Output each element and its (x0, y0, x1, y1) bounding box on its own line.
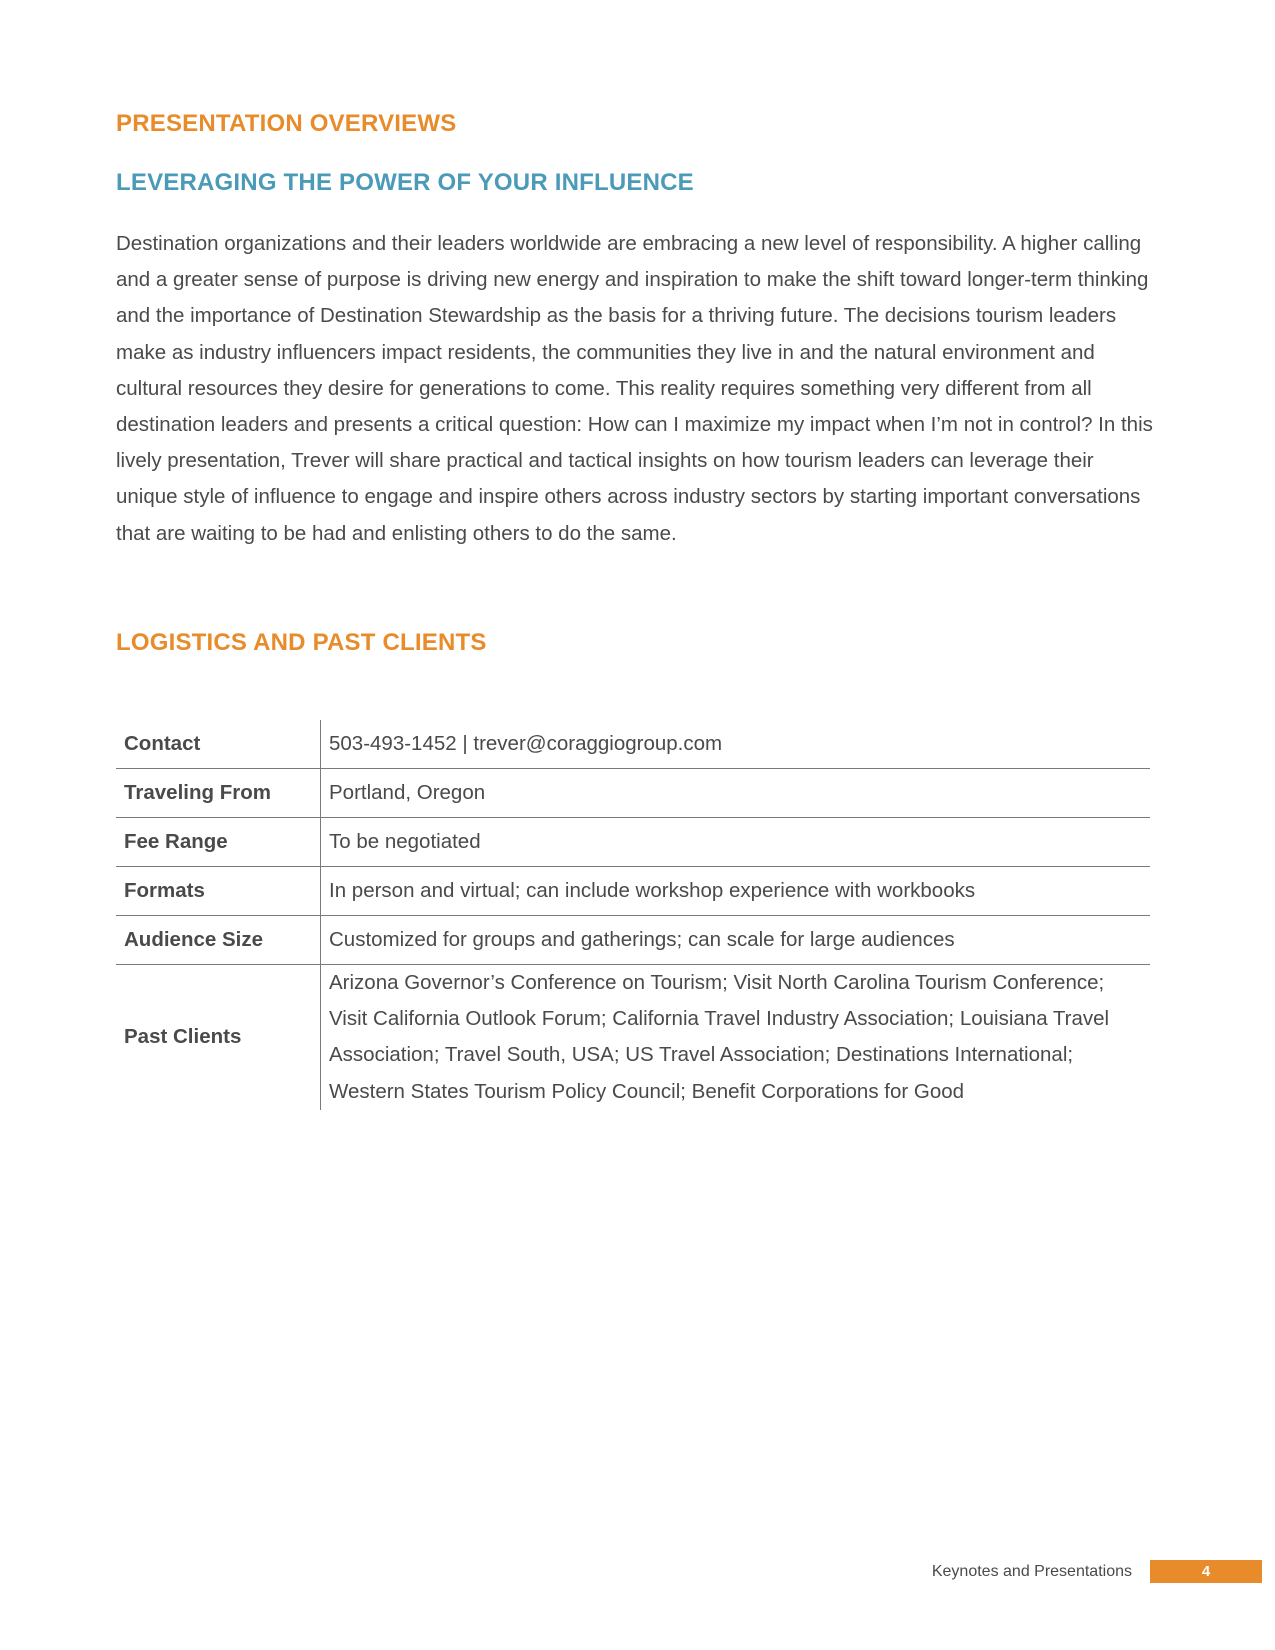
row-label: Formats (116, 867, 321, 916)
row-value: In person and virtual; can include workshop experience with workbooks (321, 867, 1151, 916)
row-label: Fee Range (116, 818, 321, 867)
table-row-fee-range (116, 818, 1150, 867)
row-value: Portland, Oregon (321, 769, 1151, 818)
table-row-past-clients (116, 965, 1150, 1110)
row-value: 503-493-1452 | trever@coraggiogroup.com (321, 720, 1151, 769)
table-row-traveling-from (116, 769, 1150, 818)
row-value: To be negotiated (321, 818, 1151, 867)
table-row-contact (116, 720, 1150, 769)
presentation-description: Destination organizations and their leaders worldwide are embracing a new level of responsibility. A higher calling and a greater sense of purpose is driving new energy and inspiration to make the shift toward longer-term thinking and the importance of Destination Stewardship as the basis for a thriving future. The decisions tourism leaders make as industry influencers impact residents, the communities they live in and the natural environment and cultural resources they desire for generations to come. This reality requires something very different from all destination leaders and presents a critical question: How can I maximize my impact when I’m not in control? In this lively presentation, Trever will share practical and tactical insights on how tourism leaders can leverage their unique style of influence to engage and inspire others across industry sectors by starting important conversations that are waiting to be had and enlisting others to do the same. (116, 232, 1153, 545)
row-label: Contact (116, 720, 321, 769)
row-label: Audience Size (116, 916, 321, 965)
logistics-heading: LOGISTICS AND PAST CLIENTS (116, 629, 487, 656)
row-label: Past Clients (116, 965, 321, 1110)
row-value: Customized for groups and gatherings; can scale for large audiences (321, 916, 1151, 965)
table-row-audience-size (116, 916, 1150, 965)
presentation-title: LEVERAGING THE POWER OF YOUR INFLUENCE (116, 169, 694, 196)
footer-label: Keynotes and Presentations (931, 1563, 1132, 1580)
table-row-formats (116, 867, 1150, 916)
page-number-badge: 4 (1150, 1560, 1262, 1583)
logistics-table (116, 720, 1150, 1110)
row-label: Traveling From (116, 769, 321, 818)
row-value: Arizona Governor’s Conference on Tourism; Visit North Carolina Tourism Conference; Visit California Outlook Forum; California Travel Industry Association; Louisiana Travel Association; Travel South, USA; US Travel Association; Destinations International; Western States Tourism Policy Council; Benefit Corporations for Good (329, 971, 1110, 1103)
overview-heading: PRESENTATION OVERVIEWS (116, 110, 457, 137)
